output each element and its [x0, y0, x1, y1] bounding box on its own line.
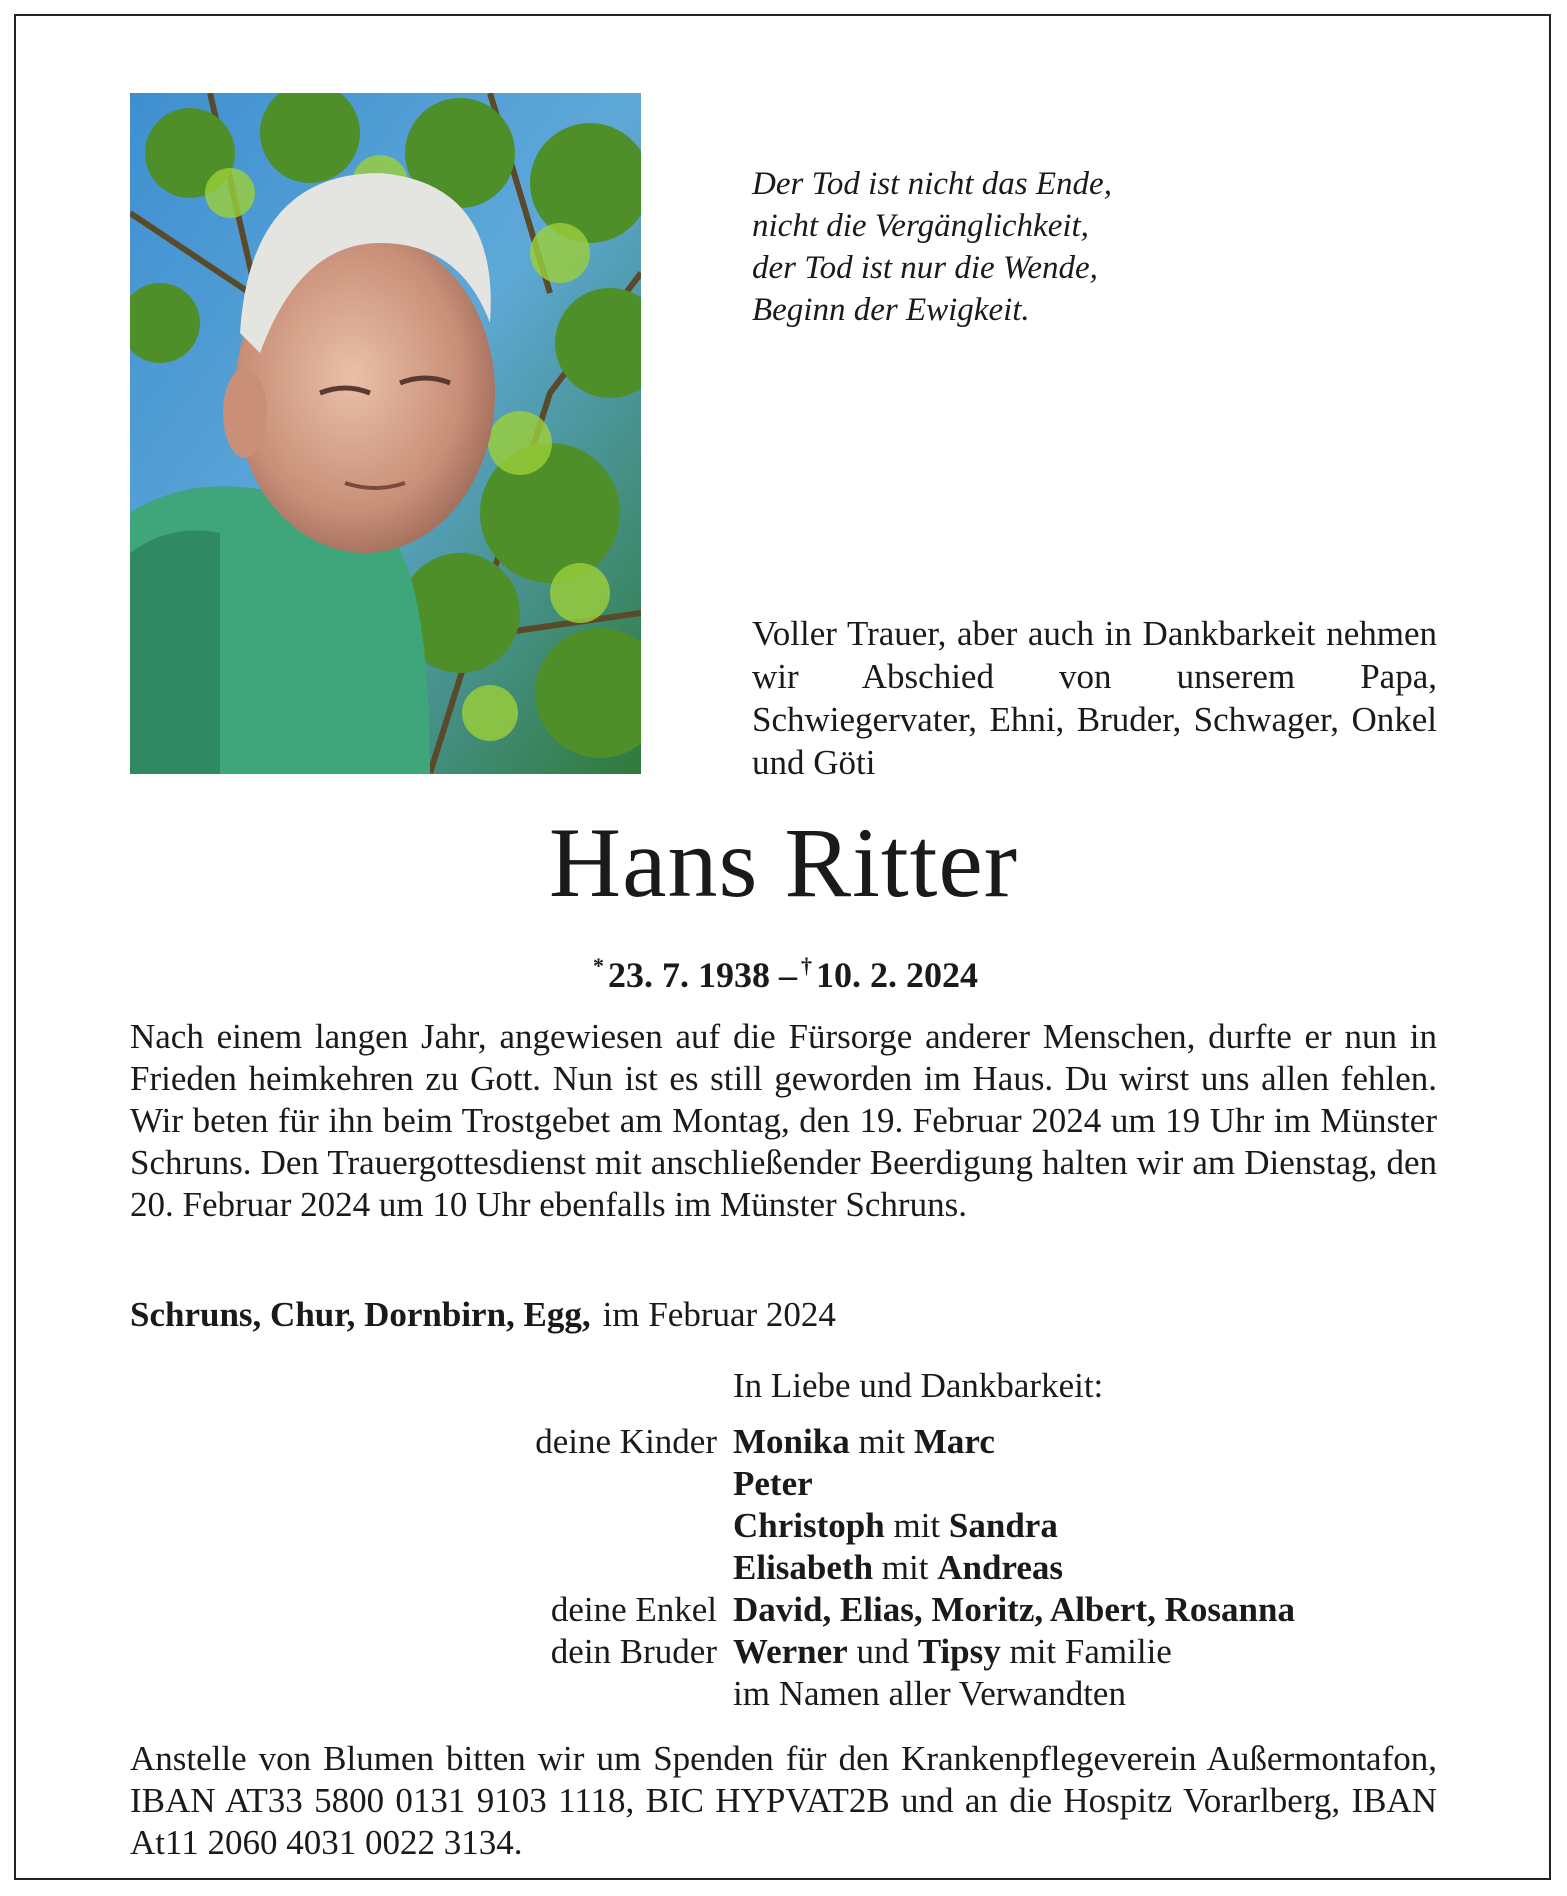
brother-label: dein Bruder: [550, 1632, 717, 1671]
grandchildren-entry: [733, 1589, 1295, 1631]
child-link: mit: [893, 1506, 941, 1545]
child-name: Peter: [733, 1464, 813, 1503]
brother-suffix: mit Familie: [1009, 1632, 1172, 1671]
brother-entry: [733, 1631, 1172, 1673]
life-dates: [0, 944, 1567, 997]
brother-link: und: [856, 1632, 909, 1671]
death-mark: †: [801, 953, 812, 978]
poem-line: der Tod ist nur die Wende,: [752, 250, 1098, 286]
child-entry: [733, 1547, 1063, 1589]
child-entry: [733, 1421, 995, 1463]
body-text: Nach einem langen Jahr, angewiesen auf die Fürsorge anderer Menschen, durfte er nun in Frieden heimkehren zu Gott. Nun ist es still geworden im Haus. Du wirst uns allen fehlen. Wir beten für ihn beim Trostgebet am Montag, den 19. Februar 2024 um 19 Uhr im Münster Schruns. Den Trauergottesdienst mit anschließender Beerdigung halten wir am Dienstag, den 20. Februar 2024 um 10 Uhr ebenfalls im Münster Schruns.: [130, 1017, 1437, 1224]
memorial-poem: [752, 163, 1112, 331]
portrait-photo: [130, 93, 641, 774]
deceased-name: Hans Ritter: [548, 807, 1019, 918]
birth-mark: *: [593, 953, 604, 978]
poem-line: Der Tod ist nicht das Ende,: [752, 166, 1112, 202]
places-line: [130, 1293, 836, 1337]
children-label: deine Kinder: [535, 1422, 717, 1461]
child-partner: Marc: [913, 1422, 995, 1461]
brother-partner: Tipsy: [917, 1632, 1001, 1671]
child-name: Elisabeth: [733, 1548, 874, 1587]
intro-text: Voller Trauer, aber auch in Dankbarkeit nehmen wir Abschied von unserem Papa, Schwiegervater, Ehni, Bruder, Schwager, Onkel und Göti: [752, 614, 1437, 782]
child-entry: [733, 1463, 813, 1505]
brother-name: Werner: [733, 1632, 848, 1671]
child-partner: Sandra: [948, 1506, 1058, 1545]
death-date: 10. 2. 2024: [816, 955, 978, 995]
relatives-line: im Namen aller Verwandten: [733, 1674, 1126, 1713]
child-link: mit: [881, 1548, 929, 1587]
poem-line: nicht die Vergänglichkeit,: [752, 208, 1089, 244]
grandchildren-names: David, Elias, Moritz, Albert, Rosanna: [733, 1590, 1295, 1629]
child-name: Christoph: [733, 1506, 885, 1545]
signoff: In Liebe und Dankbarkeit:: [733, 1366, 1104, 1405]
places-date: im Februar 2024: [602, 1295, 836, 1334]
child-partner: Andreas: [937, 1548, 1063, 1587]
child-entry: [733, 1505, 1058, 1547]
donation-text: Anstelle von Blumen bitten wir um Spenden für den Krankenpflegeverein Außermontafon, IBAN AT33 5800 0131 9103 1118, BIC HYPVAT2B und an die Hospitz Vorarlberg, IBAN At11 2060 4031 0022 3134.: [130, 1739, 1437, 1862]
places-towns: Schruns, Chur, Dornbirn, Egg,: [130, 1295, 591, 1334]
birth-date: 23. 7. 1938: [608, 955, 770, 995]
grandchildren-label: deine Enkel: [550, 1590, 717, 1629]
child-name: Monika: [733, 1422, 850, 1461]
date-separator: –: [779, 955, 797, 995]
poem-line: Beginn der Ewigkeit.: [752, 292, 1030, 328]
child-link: mit: [858, 1422, 906, 1461]
